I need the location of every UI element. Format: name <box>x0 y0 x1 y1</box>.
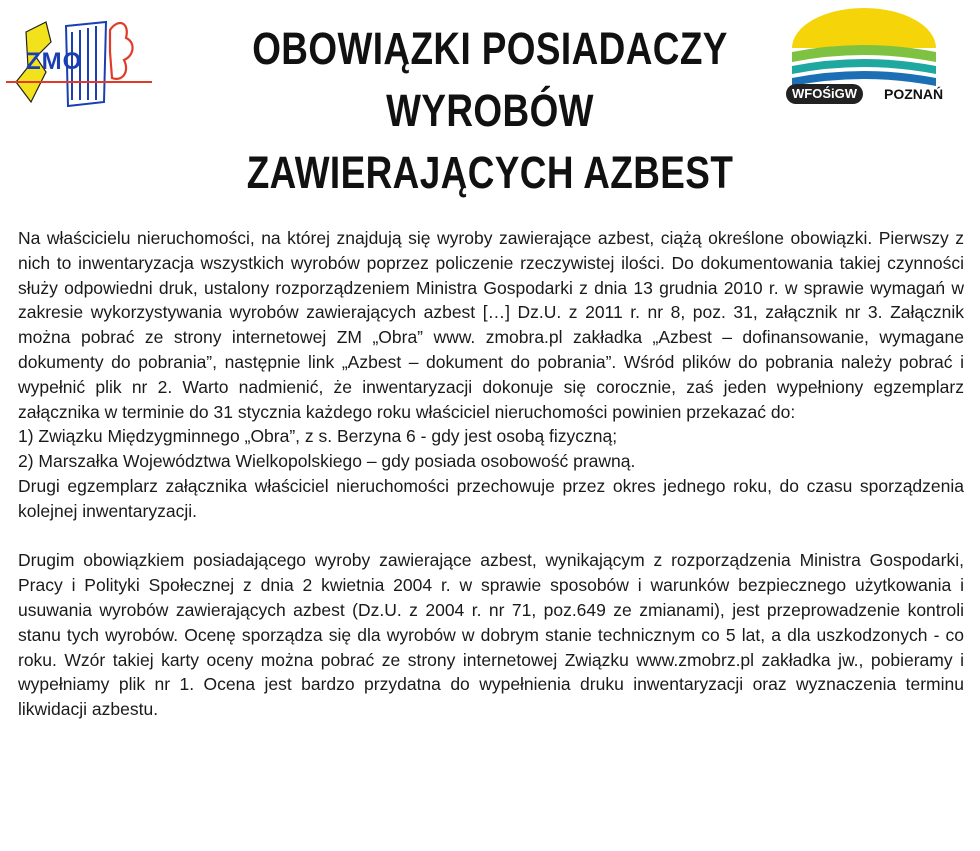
title-line-2: WYROBÓW <box>386 85 594 136</box>
wfosigw-badge: WFOŚiGW <box>786 84 863 104</box>
paragraph-gap <box>18 524 964 549</box>
paragraph-second-copy: Drugi egzemplarz załącznika właściciel nieruchomości przechowuje przez okres jednego roku, do czasu sporządzenia kolejnej inwentaryzacji. <box>18 475 964 521</box>
list-item-marshal: 2) Marszałka Województwa Wielkopolskiego – gdy posiada osobowość prawną. <box>18 451 636 472</box>
wfosigw-city: POZNAŃ <box>884 86 944 102</box>
page-title <box>219 18 760 204</box>
list-item-obra: 1) Związku Międzygminnego „Obra”, z s. Berzyna 6 - gdy jest osobą fizyczną; <box>18 426 618 447</box>
document-header <box>0 0 980 215</box>
article-body <box>18 226 964 722</box>
zmo-logo-text: ZMO <box>26 48 83 75</box>
paragraph-inspection: Drugim obowiązkiem posiadającego wyroby zawierające azbest, wynikającym z rozporządzenia Ministra Gospodarki, Pracy i Polityki Społecznej z dnia 2 kwietnia 2004 r. w sprawie sposobów i warunków bezpiecznego użytkowania i usuwania wyrobów zawierających azbest (Dz.U. z 2004 r. nr 71, poz.649 ze zmianami), jest przeprowadzenie kontroli stanu tych wyrobów. Ocenę sporządza się dla wyrobów w dobrym stanie technicznym co 5 lat, a dla uszkodzonych - co roku. Wzór takiej karty oceny można pobrać ze strony internetowej Związku www.zmobrz.pl zakładka jw., pobieramy i wypełniamy plik nr 1. Ocena jest bardzo przydatna do wypełnienia druku inwentaryzacji oraz wyznaczenia terminu likwidacji azbestu. <box>18 550 964 720</box>
title-line-3: ZAWIERAJĄCYCH AZBEST <box>246 147 734 198</box>
paragraph-inventory: Na właścicielu nieruchomości, na której znajdują się wyroby zawierające azbest, ciążą określone obowiązki. Pierwszy z nich to inwentaryzacja wszystkich wyrobów poprzez policzenie rzeczywistej ilości. Do dokumentowania takiej czynności służy odpowiedni druk, ustalony rozporządzeniem Ministra Gospodarki z dnia 13 grudnia 2010 r. w sprawie wymagań w zakresie wykorzystywania wyrobów zawierających azbest […] Dz.U. z 2011 r. nr 8, poz. 31, załącznik nr 3. Załącznik można pobrać ze strony internetowej ZM „Obra” www. zmobra.pl zakładka „Azbest – dofinansowanie, wymagane dokumenty do pobrania”, następnie link „Azbest – dokument do pobrania”. Wśród plików do pobrania należy pobrać i wypełnić plik nr 2. Warto nadmienić, że inwentaryzacji dokonuje się corocznie, zaś jeden wypełniony egzemplarz załącznika w terminie do 31 stycznia każdego roku właściciel nieruchomości powinien przekazać do: <box>18 228 964 422</box>
title-line-1: OBOWIĄZKI POSIADACZY <box>252 23 728 74</box>
